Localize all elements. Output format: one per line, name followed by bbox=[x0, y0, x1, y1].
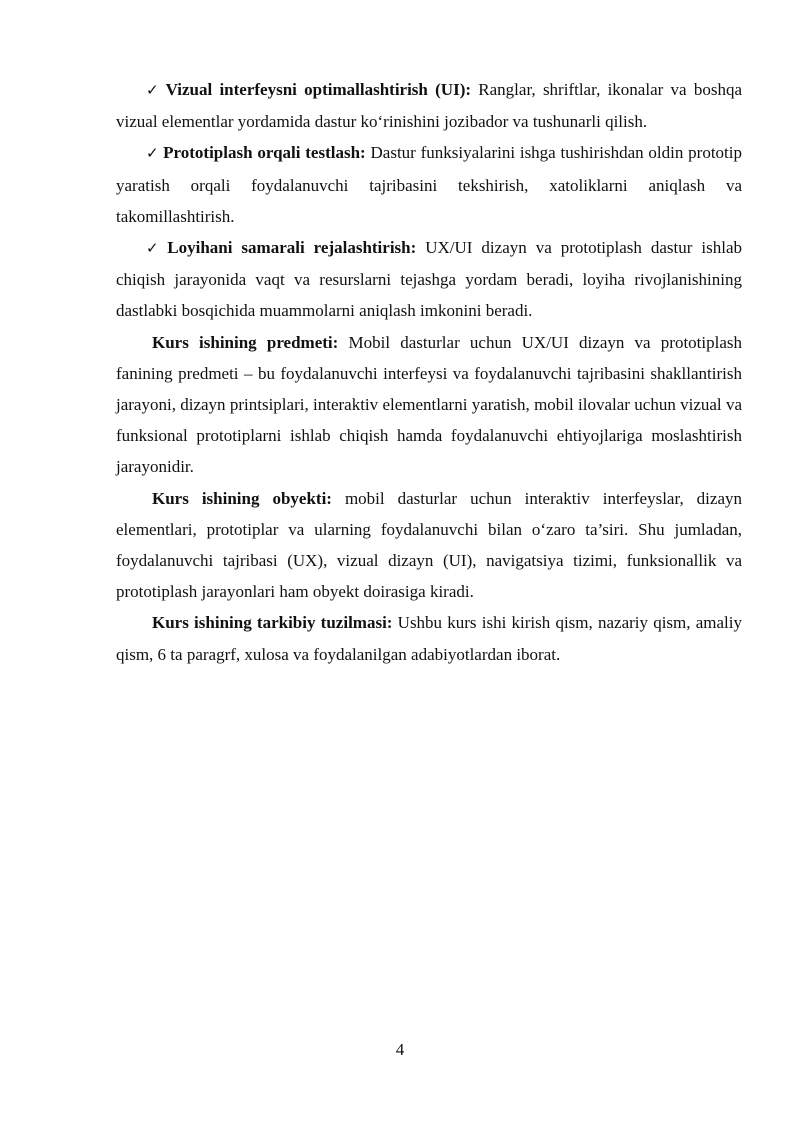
page-body bbox=[116, 74, 742, 670]
bullet-term: Prototiplash orqali testlash: bbox=[163, 143, 366, 163]
bullet-paragraph-ui-optimization bbox=[116, 74, 742, 137]
bullet-text: UX/UI dizayn va prototiplash dastur ishlab chiqish jarayonida vaqt va resurslarni tejashga yordam beradi, loyiha rivojlanishining dastlabki bosqichida muammolarni aniqlash imkonini beradi. bbox=[116, 238, 742, 321]
bullet-paragraph-project-planning bbox=[116, 232, 742, 327]
bullet-text: Ranglar, shriftlar, ikonalar va boshqa vizual elementlar yordamida dastur ko‘rinishini jozibador va tushunarli qilish. bbox=[116, 80, 743, 132]
bullet-paragraph-prototype-testing bbox=[116, 137, 742, 232]
bullet-term: Loyihani samarali rejalashtirish: bbox=[167, 238, 417, 258]
paragraph-term: Kurs ishining predmeti: bbox=[152, 332, 339, 352]
checkmark-icon: ✓ bbox=[146, 144, 160, 163]
checkmark-icon: ✓ bbox=[146, 239, 164, 258]
paragraph-term: Kurs ishining tarkibiy tuzilmasi: bbox=[152, 613, 393, 633]
paragraph-text: Ushbu kurs ishi kirish qism, nazariy qism, amaliy qism, 6 ta paragrf, xulosa va foydalanilgan adabiyotlardan iborat. bbox=[116, 613, 742, 664]
checkmark-icon: ✓ bbox=[146, 81, 162, 99]
paragraph-course-structure bbox=[116, 607, 742, 669]
paragraph-course-subject bbox=[116, 327, 742, 483]
paragraph-term: Kurs ishining obyekti: bbox=[152, 488, 332, 508]
paragraph-course-object bbox=[116, 483, 742, 608]
paragraph-text: mobil dasturlar uchun interaktiv interfeyslar, dizayn elementlari, prototiplar va ularning foydalanuvchi bilan o‘zaro ta’siri. Shu jumladan, foydalanuvchi tajribasi (UX), vizual dizayn (UI), navigatsiya tizimi, funksionallik va prototiplash jarayonlari ham obyekt doirasiga kiradi. bbox=[116, 488, 742, 602]
paragraph-text: Mobil dasturlar uchun UX/UI dizayn va prototiplash fanining predmeti – bu foydalanuvchi interfeysi va foydalanuvchi tajribasini shakllantirish jarayoni, dizayn printsiplari, interaktiv elementlarni yaratish, mobil ilovalar uchun vizual va funksional prototiplarni ishlab chiqish hamda foydalanuvchi ehtiyojlariga moslashtirish jarayonidir. bbox=[116, 332, 742, 477]
page-number: 4 bbox=[395, 1040, 405, 1059]
bullet-text: Dastur funksiyalarini ishga tushirishdan oldin prototip yaratish orqali foydalanuvchi tajribasini tekshirish, xatoliklarni aniqlash va takomillashtirish. bbox=[116, 143, 743, 226]
bullet-term: Vizual interfeysni optimallashtirish (UI): bbox=[165, 80, 472, 99]
